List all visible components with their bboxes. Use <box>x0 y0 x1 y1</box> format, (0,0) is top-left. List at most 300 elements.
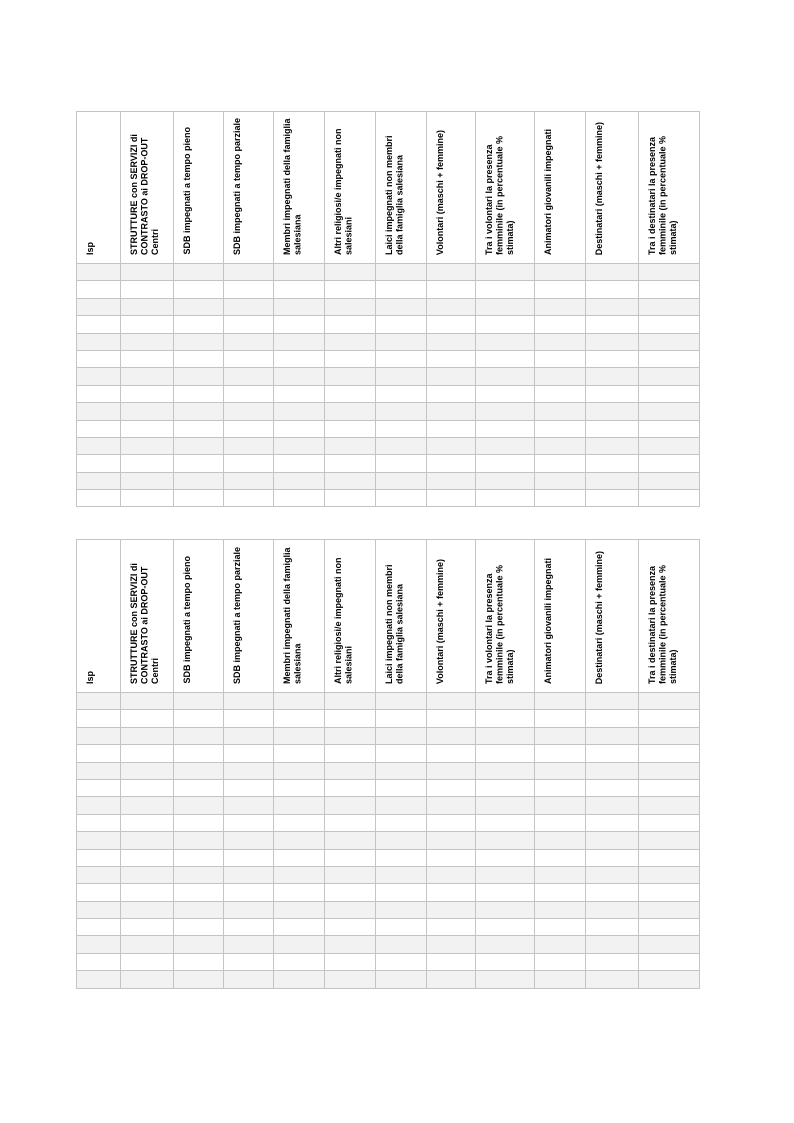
table-cell[interactable] <box>639 385 700 402</box>
table-cell[interactable] <box>121 884 174 901</box>
table-cell[interactable] <box>639 866 700 883</box>
table-cell[interactable] <box>274 779 325 796</box>
table-cell[interactable] <box>639 368 700 385</box>
table-cell[interactable] <box>586 779 639 796</box>
table-cell[interactable] <box>476 490 535 507</box>
table-cell[interactable] <box>639 814 700 831</box>
table-cell[interactable] <box>476 472 535 489</box>
table-cell[interactable] <box>639 936 700 953</box>
table-cell[interactable] <box>639 832 700 849</box>
table-cell[interactable] <box>427 281 476 298</box>
table-cell[interactable] <box>427 350 476 367</box>
table-cell[interactable] <box>77 316 121 333</box>
table-cell[interactable] <box>224 762 274 779</box>
table-cell[interactable] <box>427 953 476 970</box>
table-cell[interactable] <box>476 884 535 901</box>
table-cell[interactable] <box>121 710 174 727</box>
table-cell[interactable] <box>376 437 427 454</box>
table-cell[interactable] <box>224 884 274 901</box>
table-cell[interactable] <box>224 298 274 315</box>
table-cell[interactable] <box>476 866 535 883</box>
table-cell[interactable] <box>174 797 224 814</box>
table-cell[interactable] <box>535 298 586 315</box>
table-cell[interactable] <box>586 693 639 710</box>
table-cell[interactable] <box>586 385 639 402</box>
table-cell[interactable] <box>274 832 325 849</box>
table-cell[interactable] <box>639 437 700 454</box>
table-cell[interactable] <box>174 350 224 367</box>
table-cell[interactable] <box>121 298 174 315</box>
table-cell[interactable] <box>224 455 274 472</box>
table-cell[interactable] <box>535 901 586 918</box>
table-cell[interactable] <box>274 403 325 420</box>
table-cell[interactable] <box>325 333 376 350</box>
table-cell[interactable] <box>376 832 427 849</box>
table-cell[interactable] <box>121 333 174 350</box>
table-cell[interactable] <box>224 264 274 281</box>
table-cell[interactable] <box>274 385 325 402</box>
table-cell[interactable] <box>427 971 476 988</box>
table-cell[interactable] <box>476 420 535 437</box>
table-cell[interactable] <box>174 333 224 350</box>
table-cell[interactable] <box>586 849 639 866</box>
table-cell[interactable] <box>77 814 121 831</box>
table-cell[interactable] <box>376 936 427 953</box>
table-cell[interactable] <box>325 779 376 796</box>
table-cell[interactable] <box>535 849 586 866</box>
table-cell[interactable] <box>274 333 325 350</box>
table-cell[interactable] <box>121 814 174 831</box>
table-cell[interactable] <box>325 264 376 281</box>
table-cell[interactable] <box>274 849 325 866</box>
table-cell[interactable] <box>639 350 700 367</box>
table-cell[interactable] <box>224 281 274 298</box>
table-cell[interactable] <box>476 727 535 744</box>
table-cell[interactable] <box>476 779 535 796</box>
table-cell[interactable] <box>376 368 427 385</box>
table-cell[interactable] <box>174 919 224 936</box>
table-cell[interactable] <box>639 298 700 315</box>
table-cell[interactable] <box>535 472 586 489</box>
table-cell[interactable] <box>586 953 639 970</box>
table-cell[interactable] <box>376 455 427 472</box>
table-cell[interactable] <box>376 814 427 831</box>
table-cell[interactable] <box>535 403 586 420</box>
table-cell[interactable] <box>586 919 639 936</box>
table-cell[interactable] <box>224 971 274 988</box>
table-cell[interactable] <box>535 779 586 796</box>
table-cell[interactable] <box>535 745 586 762</box>
table-cell[interactable] <box>77 350 121 367</box>
table-cell[interactable] <box>535 866 586 883</box>
table-cell[interactable] <box>274 901 325 918</box>
table-cell[interactable] <box>274 316 325 333</box>
table-cell[interactable] <box>77 762 121 779</box>
table-cell[interactable] <box>639 762 700 779</box>
table-cell[interactable] <box>77 385 121 402</box>
table-cell[interactable] <box>376 884 427 901</box>
table-cell[interactable] <box>274 420 325 437</box>
table-cell[interactable] <box>376 472 427 489</box>
table-cell[interactable] <box>639 333 700 350</box>
table-cell[interactable] <box>427 884 476 901</box>
table-cell[interactable] <box>274 797 325 814</box>
table-cell[interactable] <box>121 368 174 385</box>
table-cell[interactable] <box>639 710 700 727</box>
table-cell[interactable] <box>224 385 274 402</box>
table-cell[interactable] <box>274 727 325 744</box>
table-cell[interactable] <box>174 490 224 507</box>
table-cell[interactable] <box>224 316 274 333</box>
table-cell[interactable] <box>325 797 376 814</box>
table-cell[interactable] <box>639 727 700 744</box>
table-cell[interactable] <box>427 936 476 953</box>
table-cell[interactable] <box>121 437 174 454</box>
table-cell[interactable] <box>427 385 476 402</box>
table-cell[interactable] <box>376 264 427 281</box>
table-cell[interactable] <box>476 298 535 315</box>
table-cell[interactable] <box>427 472 476 489</box>
table-cell[interactable] <box>274 472 325 489</box>
table-cell[interactable] <box>535 797 586 814</box>
table-cell[interactable] <box>224 472 274 489</box>
table-cell[interactable] <box>535 455 586 472</box>
table-cell[interactable] <box>535 953 586 970</box>
table-cell[interactable] <box>224 919 274 936</box>
table-cell[interactable] <box>121 762 174 779</box>
table-cell[interactable] <box>174 936 224 953</box>
table-cell[interactable] <box>224 953 274 970</box>
table-cell[interactable] <box>427 727 476 744</box>
table-cell[interactable] <box>476 403 535 420</box>
table-cell[interactable] <box>325 849 376 866</box>
table-cell[interactable] <box>325 884 376 901</box>
table-cell[interactable] <box>427 832 476 849</box>
table-cell[interactable] <box>77 953 121 970</box>
table-cell[interactable] <box>639 264 700 281</box>
table-cell[interactable] <box>476 901 535 918</box>
table-cell[interactable] <box>77 832 121 849</box>
table-cell[interactable] <box>427 745 476 762</box>
table-cell[interactable] <box>121 936 174 953</box>
table-cell[interactable] <box>476 797 535 814</box>
table-cell[interactable] <box>427 710 476 727</box>
table-cell[interactable] <box>476 919 535 936</box>
table-cell[interactable] <box>274 936 325 953</box>
table-cell[interactable] <box>325 403 376 420</box>
table-cell[interactable] <box>325 971 376 988</box>
table-cell[interactable] <box>639 971 700 988</box>
table-cell[interactable] <box>427 420 476 437</box>
table-cell[interactable] <box>376 403 427 420</box>
table-cell[interactable] <box>77 727 121 744</box>
table-cell[interactable] <box>586 762 639 779</box>
table-cell[interactable] <box>274 693 325 710</box>
table-cell[interactable] <box>639 919 700 936</box>
table-cell[interactable] <box>325 814 376 831</box>
table-cell[interactable] <box>586 298 639 315</box>
table-cell[interactable] <box>535 281 586 298</box>
table-cell[interactable] <box>325 762 376 779</box>
table-cell[interactable] <box>586 490 639 507</box>
table-cell[interactable] <box>77 866 121 883</box>
table-cell[interactable] <box>376 385 427 402</box>
table-cell[interactable] <box>121 455 174 472</box>
table-cell[interactable] <box>174 693 224 710</box>
table-cell[interactable] <box>476 953 535 970</box>
table-cell[interactable] <box>476 333 535 350</box>
table-cell[interactable] <box>174 849 224 866</box>
table-cell[interactable] <box>376 693 427 710</box>
table-cell[interactable] <box>77 936 121 953</box>
table-cell[interactable] <box>586 472 639 489</box>
table-cell[interactable] <box>174 762 224 779</box>
table-cell[interactable] <box>174 403 224 420</box>
table-cell[interactable] <box>77 472 121 489</box>
table-cell[interactable] <box>535 264 586 281</box>
table-cell[interactable] <box>427 437 476 454</box>
table-cell[interactable] <box>639 281 700 298</box>
table-cell[interactable] <box>476 350 535 367</box>
table-cell[interactable] <box>77 884 121 901</box>
table-cell[interactable] <box>121 472 174 489</box>
table-cell[interactable] <box>427 693 476 710</box>
table-cell[interactable] <box>174 298 224 315</box>
table-cell[interactable] <box>376 281 427 298</box>
table-cell[interactable] <box>427 264 476 281</box>
table-cell[interactable] <box>376 779 427 796</box>
table-cell[interactable] <box>586 814 639 831</box>
table-cell[interactable] <box>77 797 121 814</box>
table-cell[interactable] <box>77 901 121 918</box>
table-cell[interactable] <box>639 849 700 866</box>
table-cell[interactable] <box>224 403 274 420</box>
table-cell[interactable] <box>224 797 274 814</box>
table-cell[interactable] <box>586 901 639 918</box>
table-cell[interactable] <box>427 333 476 350</box>
table-cell[interactable] <box>535 385 586 402</box>
table-cell[interactable] <box>586 350 639 367</box>
table-cell[interactable] <box>476 745 535 762</box>
table-cell[interactable] <box>121 901 174 918</box>
table-cell[interactable] <box>274 762 325 779</box>
table-cell[interactable] <box>77 779 121 796</box>
table-cell[interactable] <box>174 420 224 437</box>
table-cell[interactable] <box>476 437 535 454</box>
table-cell[interactable] <box>476 455 535 472</box>
table-cell[interactable] <box>77 490 121 507</box>
table-cell[interactable] <box>224 832 274 849</box>
table-cell[interactable] <box>535 727 586 744</box>
table-cell[interactable] <box>121 832 174 849</box>
table-cell[interactable] <box>476 832 535 849</box>
table-cell[interactable] <box>224 710 274 727</box>
table-cell[interactable] <box>274 455 325 472</box>
table-cell[interactable] <box>639 884 700 901</box>
table-cell[interactable] <box>274 884 325 901</box>
table-cell[interactable] <box>535 884 586 901</box>
table-cell[interactable] <box>274 919 325 936</box>
table-cell[interactable] <box>224 745 274 762</box>
table-cell[interactable] <box>376 901 427 918</box>
table-cell[interactable] <box>174 832 224 849</box>
table-cell[interactable] <box>325 385 376 402</box>
table-cell[interactable] <box>586 264 639 281</box>
table-cell[interactable] <box>174 971 224 988</box>
table-cell[interactable] <box>376 316 427 333</box>
table-cell[interactable] <box>77 437 121 454</box>
table-cell[interactable] <box>476 281 535 298</box>
table-cell[interactable] <box>476 814 535 831</box>
table-cell[interactable] <box>274 866 325 883</box>
table-cell[interactable] <box>535 420 586 437</box>
table-cell[interactable] <box>325 281 376 298</box>
table-cell[interactable] <box>325 727 376 744</box>
table-cell[interactable] <box>174 368 224 385</box>
table-cell[interactable] <box>224 901 274 918</box>
table-cell[interactable] <box>586 745 639 762</box>
table-cell[interactable] <box>274 971 325 988</box>
table-cell[interactable] <box>535 490 586 507</box>
table-cell[interactable] <box>639 953 700 970</box>
table-cell[interactable] <box>174 866 224 883</box>
table-cell[interactable] <box>121 953 174 970</box>
table-cell[interactable] <box>586 866 639 883</box>
table-cell[interactable] <box>174 437 224 454</box>
table-cell[interactable] <box>224 420 274 437</box>
table-cell[interactable] <box>639 745 700 762</box>
table-cell[interactable] <box>427 919 476 936</box>
table-cell[interactable] <box>325 472 376 489</box>
table-cell[interactable] <box>427 490 476 507</box>
table-cell[interactable] <box>476 693 535 710</box>
table-cell[interactable] <box>476 264 535 281</box>
table-cell[interactable] <box>77 693 121 710</box>
table-cell[interactable] <box>535 693 586 710</box>
table-cell[interactable] <box>376 350 427 367</box>
table-cell[interactable] <box>174 264 224 281</box>
table-cell[interactable] <box>224 866 274 883</box>
table-cell[interactable] <box>376 866 427 883</box>
table-cell[interactable] <box>121 849 174 866</box>
table-cell[interactable] <box>224 490 274 507</box>
table-cell[interactable] <box>476 710 535 727</box>
table-cell[interactable] <box>427 849 476 866</box>
table-cell[interactable] <box>121 866 174 883</box>
table-cell[interactable] <box>274 281 325 298</box>
table-cell[interactable] <box>121 420 174 437</box>
table-cell[interactable] <box>586 727 639 744</box>
table-cell[interactable] <box>586 281 639 298</box>
table-cell[interactable] <box>121 316 174 333</box>
table-cell[interactable] <box>639 693 700 710</box>
table-cell[interactable] <box>325 901 376 918</box>
table-cell[interactable] <box>376 971 427 988</box>
table-cell[interactable] <box>77 333 121 350</box>
table-cell[interactable] <box>639 901 700 918</box>
table-cell[interactable] <box>639 779 700 796</box>
table-cell[interactable] <box>274 814 325 831</box>
table-cell[interactable] <box>376 727 427 744</box>
table-cell[interactable] <box>586 403 639 420</box>
table-cell[interactable] <box>586 368 639 385</box>
table-cell[interactable] <box>325 437 376 454</box>
table-cell[interactable] <box>376 919 427 936</box>
table-cell[interactable] <box>174 884 224 901</box>
table-cell[interactable] <box>476 368 535 385</box>
table-cell[interactable] <box>586 333 639 350</box>
table-cell[interactable] <box>121 385 174 402</box>
table-cell[interactable] <box>376 953 427 970</box>
table-cell[interactable] <box>476 849 535 866</box>
table-cell[interactable] <box>586 316 639 333</box>
table-cell[interactable] <box>174 814 224 831</box>
table-cell[interactable] <box>586 797 639 814</box>
table-cell[interactable] <box>427 762 476 779</box>
table-cell[interactable] <box>427 779 476 796</box>
table-cell[interactable] <box>639 403 700 420</box>
table-cell[interactable] <box>224 368 274 385</box>
table-cell[interactable] <box>121 350 174 367</box>
table-cell[interactable] <box>77 849 121 866</box>
table-cell[interactable] <box>325 866 376 883</box>
table-cell[interactable] <box>77 919 121 936</box>
table-cell[interactable] <box>427 455 476 472</box>
table-cell[interactable] <box>224 350 274 367</box>
table-cell[interactable] <box>476 385 535 402</box>
table-cell[interactable] <box>224 333 274 350</box>
table-cell[interactable] <box>639 797 700 814</box>
table-cell[interactable] <box>77 264 121 281</box>
table-cell[interactable] <box>476 936 535 953</box>
table-cell[interactable] <box>535 368 586 385</box>
table-cell[interactable] <box>325 420 376 437</box>
table-cell[interactable] <box>77 298 121 315</box>
table-cell[interactable] <box>224 814 274 831</box>
table-cell[interactable] <box>586 437 639 454</box>
table-cell[interactable] <box>174 953 224 970</box>
table-cell[interactable] <box>121 797 174 814</box>
table-cell[interactable] <box>174 316 224 333</box>
table-cell[interactable] <box>639 490 700 507</box>
table-cell[interactable] <box>224 779 274 796</box>
table-cell[interactable] <box>325 745 376 762</box>
table-cell[interactable] <box>376 745 427 762</box>
table-cell[interactable] <box>224 437 274 454</box>
table-cell[interactable] <box>639 316 700 333</box>
table-cell[interactable] <box>325 936 376 953</box>
table-cell[interactable] <box>77 368 121 385</box>
table-cell[interactable] <box>535 350 586 367</box>
table-cell[interactable] <box>427 368 476 385</box>
table-cell[interactable] <box>639 472 700 489</box>
table-cell[interactable] <box>174 281 224 298</box>
table-cell[interactable] <box>174 727 224 744</box>
table-cell[interactable] <box>274 710 325 727</box>
table-cell[interactable] <box>224 936 274 953</box>
table-cell[interactable] <box>325 316 376 333</box>
table-cell[interactable] <box>427 403 476 420</box>
table-cell[interactable] <box>376 710 427 727</box>
table-cell[interactable] <box>174 472 224 489</box>
table-cell[interactable] <box>376 762 427 779</box>
table-cell[interactable] <box>427 901 476 918</box>
table-cell[interactable] <box>586 971 639 988</box>
table-cell[interactable] <box>77 281 121 298</box>
table-cell[interactable] <box>174 710 224 727</box>
table-cell[interactable] <box>121 693 174 710</box>
table-cell[interactable] <box>274 745 325 762</box>
